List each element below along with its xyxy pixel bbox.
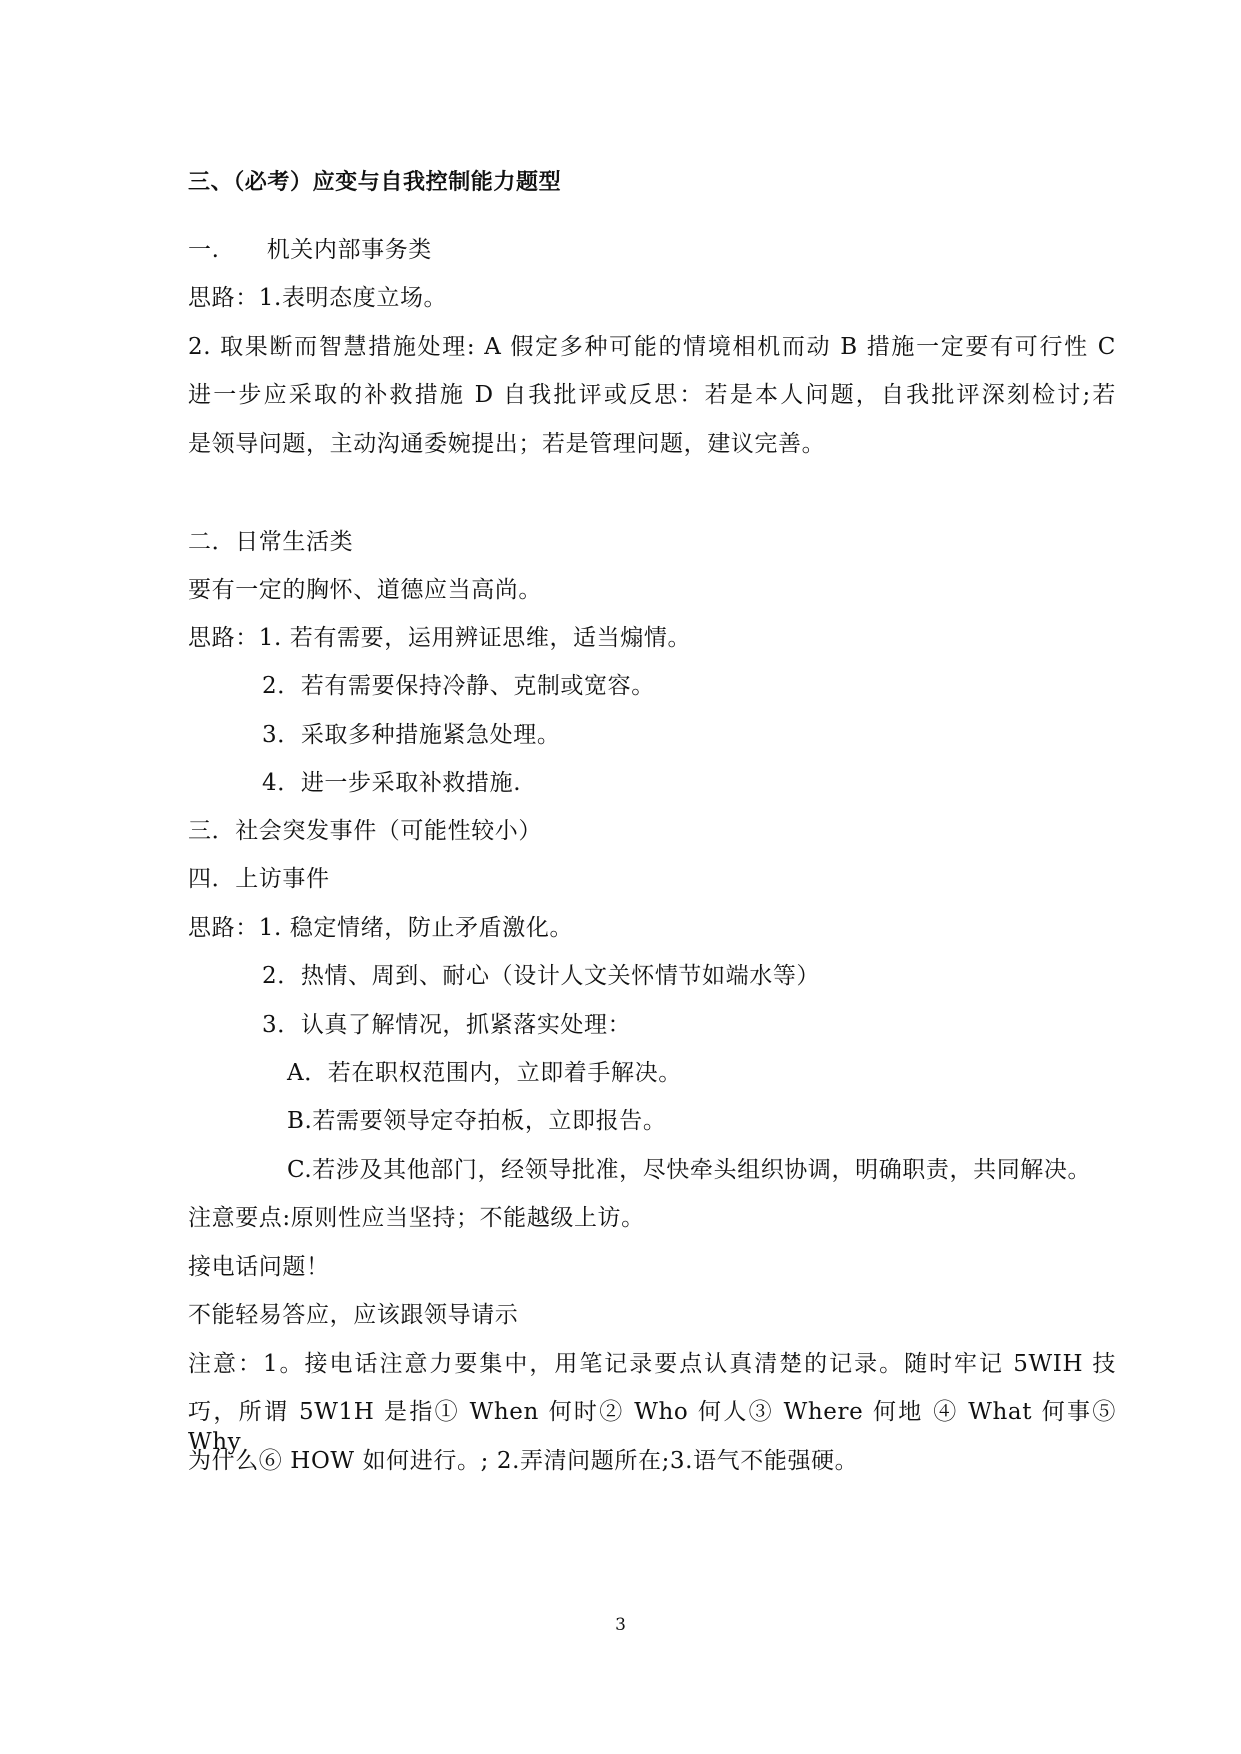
phone-title: 接电话问题！	[188, 1254, 330, 1280]
paragraph-line: 是领导问题，主动沟通委婉提出；若是管理问题，建议完善。	[188, 431, 826, 457]
paragraph-line: 思路：1.表明态度立场。	[188, 285, 448, 311]
paragraph-line: 巧，所谓 5W1H 是指① When 何时② Who 何人③ Where 何地 ④ What 何事⑤ Why	[188, 1399, 1116, 1455]
list-item: 2．若有需要保持冷静、克制或宽容。	[262, 673, 655, 699]
section-title-2: 二．日常生活类	[188, 529, 354, 555]
list-item: 4．进一步采取补救措施.	[262, 770, 522, 796]
section-title-1: 一. 机关内部事务类	[188, 237, 432, 263]
page-heading: 三、（必考）应变与自我控制能力题型	[188, 170, 562, 195]
list-item: 思路：1. 若有需要，运用辨证思维，适当煽情。	[188, 625, 692, 651]
list-item: 3．采取多种措施紧急处理。	[262, 722, 561, 748]
sub-list-item: B.若需要领导定夺拍板，立即报告。	[287, 1108, 667, 1134]
sub-list-item: A．若在职权范围内，立即着手解决。	[287, 1060, 682, 1086]
paragraph-line: 要有一定的胸怀、道德应当高尚。	[188, 577, 542, 603]
page-number: 3	[615, 1615, 626, 1635]
section-title-4: 四．上访事件	[188, 866, 330, 892]
paragraph-line: 进一步应采取的补救措施 D 自我批评或反思：若是本人问题，自我批评深刻检讨;若	[188, 382, 1116, 408]
sub-list-item: C.若涉及其他部门，经领导批准，尽快牵头组织协调，明确职责，共同解决。	[287, 1157, 1092, 1183]
list-item: 3．认真了解情况，抓紧落实处理：	[262, 1012, 632, 1038]
paragraph-line: 注意：1。接电话注意力要集中，用笔记录要点认真清楚的记录。随时牢记 5WIH 技	[188, 1351, 1116, 1377]
paragraph-line: 为什么⑥ HOW 如何进行。; 2.弄清问题所在;3.语气不能强硬。	[188, 1448, 859, 1474]
note-line: 注意要点:原则性应当坚持；不能越级上访。	[188, 1205, 645, 1231]
paragraph-line: 不能轻易答应，应该跟领导请示	[188, 1302, 519, 1328]
list-item: 思路：1. 稳定情绪，防止矛盾激化。	[188, 915, 574, 941]
section-title-3: 三．社会突发事件（可能性较小）	[188, 818, 542, 844]
list-item: 2．热情、周到、耐心（设计人文关怀情节如端水等）	[262, 963, 821, 989]
paragraph-line: 2. 取果断而智慧措施处理: A 假定多种可能的情境相机而动 B 措施一定要有可行性 C	[188, 334, 1116, 360]
